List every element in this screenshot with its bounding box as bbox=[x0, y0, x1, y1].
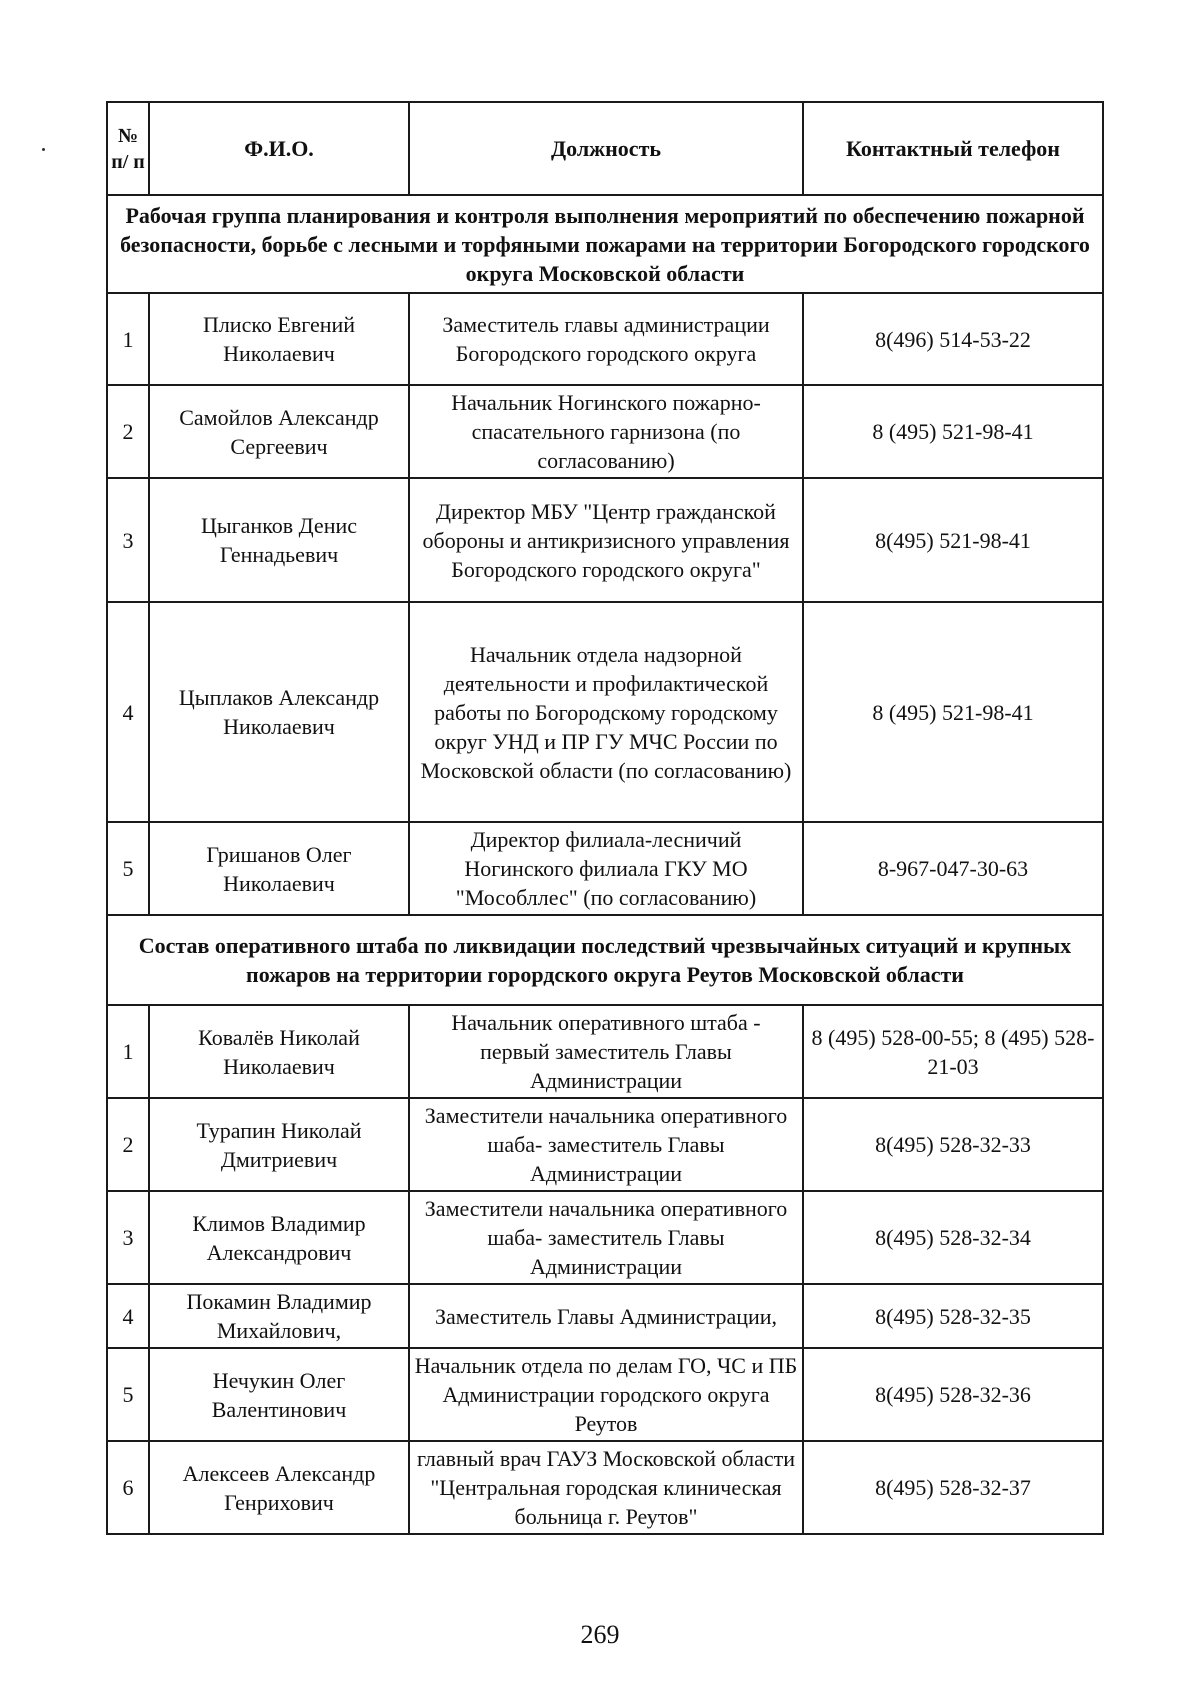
table-row bbox=[107, 1191, 1103, 1284]
header-phone: Контактный телефон bbox=[803, 102, 1103, 195]
row-phone: 8-967-047-30-63 bbox=[803, 822, 1103, 915]
table-row bbox=[107, 385, 1103, 478]
row-num: 1 bbox=[107, 1005, 149, 1098]
header-fio: Ф.И.О. bbox=[149, 102, 409, 195]
row-position: Начальник оперативного штаба - первый заместитель Главы Администрации bbox=[409, 1005, 803, 1098]
table-row bbox=[107, 602, 1103, 822]
row-position: Директор филиала-лесничий Ногинского филиала ГКУ МО "Мособллес" (по согласованию) bbox=[409, 822, 803, 915]
table-row bbox=[107, 822, 1103, 915]
row-phone: 8(496) 514-53-22 bbox=[803, 293, 1103, 385]
row-name: Покамин Владимир Михайлович, bbox=[149, 1284, 409, 1348]
table-row bbox=[107, 1005, 1103, 1098]
page-number: 269 bbox=[580, 1620, 620, 1649]
row-name: Самойлов Александр Сергеевич bbox=[149, 385, 409, 478]
row-position: главный врач ГАУЗ Московской области "Центральная городская клиническая больница г. Реутов" bbox=[409, 1441, 803, 1534]
row-name: Плиско Евгений Николаевич bbox=[149, 293, 409, 385]
row-num: 5 bbox=[107, 1348, 149, 1441]
row-name: Турапин Николай Дмитриевич bbox=[149, 1098, 409, 1191]
row-num: 2 bbox=[107, 1098, 149, 1191]
row-position: Начальник Ногинского пожарно-спасательного гарнизона (по согласованию) bbox=[409, 385, 803, 478]
row-num: 6 bbox=[107, 1441, 149, 1534]
row-phone: 8(495) 528-32-33 bbox=[803, 1098, 1103, 1191]
row-phone: 8(495) 528-32-35 bbox=[803, 1284, 1103, 1348]
row-phone: 8 (495) 521-98-41 bbox=[803, 602, 1103, 822]
header-position: Должность bbox=[409, 102, 803, 195]
row-name: Нечукин Олег Валентинович bbox=[149, 1348, 409, 1441]
row-position: Заместитель Главы Администрации, bbox=[409, 1284, 803, 1348]
section-row bbox=[107, 915, 1103, 1005]
row-num: 5 bbox=[107, 822, 149, 915]
row-position: Директор МБУ "Центр гражданской обороны и антикризисного управления Богородского городского округа" bbox=[409, 478, 803, 602]
row-position: Начальник отдела по делам ГО, ЧС и ПБ Администрации городского округа Реутов bbox=[409, 1348, 803, 1441]
section-row bbox=[107, 195, 1103, 293]
row-name: Гришанов Олег Николаевич bbox=[149, 822, 409, 915]
row-num: 3 bbox=[107, 478, 149, 602]
table-row bbox=[107, 478, 1103, 602]
row-position: Заместители начальника оперативного шаба- заместитель Главы Администрации bbox=[409, 1191, 803, 1284]
table-row bbox=[107, 1098, 1103, 1191]
header-num: № п/ п bbox=[107, 102, 149, 195]
section-title: Состав оперативного штаба по ликвидации последствий чрезвычайных ситуаций и крупных пожаров на территории горордского округа Реутов Московской области bbox=[107, 915, 1103, 1005]
row-position: Начальник отдела надзорной деятельности и профилактической работы по Богородскому городскому округ УНД и ПР ГУ МЧС России по Московской области (по согласованию) bbox=[409, 602, 803, 822]
row-phone: 8 (495) 521-98-41 bbox=[803, 385, 1103, 478]
row-num: 1 bbox=[107, 293, 149, 385]
row-name: Цыплаков Александр Николаевич bbox=[149, 602, 409, 822]
row-phone: 8(495) 528-32-36 bbox=[803, 1348, 1103, 1441]
row-name: Климов Владимир Александрович bbox=[149, 1191, 409, 1284]
row-position: Заместители начальника оперативного шаба- заместитель Главы Администрации bbox=[409, 1098, 803, 1191]
section-title: Рабочая группа планирования и контроля выполнения мероприятий по обеспечению пожарной безопасности, борьбе с лесными и торфяными пожарами на территории Богородского городского округа Московской области bbox=[107, 195, 1103, 293]
row-position: Заместитель главы администрации Богородского городского округа bbox=[409, 293, 803, 385]
row-phone: 8(495) 528-32-37 bbox=[803, 1441, 1103, 1534]
table-header-row bbox=[107, 102, 1103, 195]
row-name: Алексеев Александр Генрихович bbox=[149, 1441, 409, 1534]
row-num: 4 bbox=[107, 602, 149, 822]
row-phone: 8(495) 528-32-34 bbox=[803, 1191, 1103, 1284]
row-name: Ковалёв Николай Николаевич bbox=[149, 1005, 409, 1098]
row-num: 2 bbox=[107, 385, 149, 478]
table-row bbox=[107, 1284, 1103, 1348]
scan-speck bbox=[42, 148, 45, 151]
table-row bbox=[107, 1441, 1103, 1534]
row-name: Цыганков Денис Геннадьевич bbox=[149, 478, 409, 602]
row-num: 4 bbox=[107, 1284, 149, 1348]
staff-table bbox=[106, 101, 1104, 1535]
table-row bbox=[107, 293, 1103, 385]
table-row bbox=[107, 1348, 1103, 1441]
row-phone: 8(495) 521-98-41 bbox=[803, 478, 1103, 602]
row-num: 3 bbox=[107, 1191, 149, 1284]
row-phone: 8 (495) 528-00-55; 8 (495) 528-21-03 bbox=[803, 1005, 1103, 1098]
